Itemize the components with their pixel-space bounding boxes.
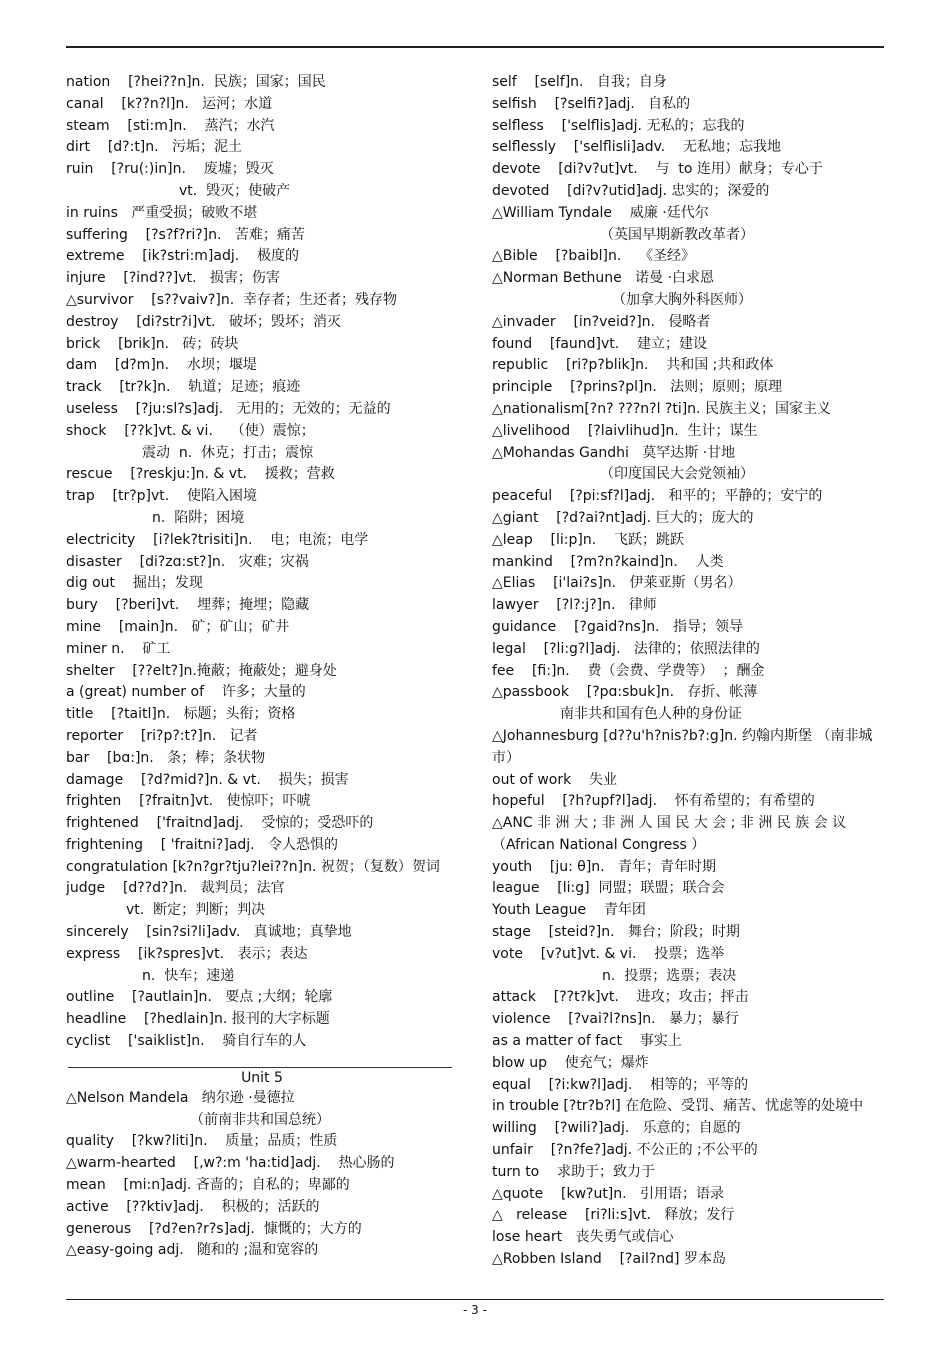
vocab-entry: △nationalism[?n? ???n?l ?ti]n. 民族主义；国家主义 xyxy=(492,400,831,417)
vocab-entry: △ release [ri?li:s]vt. 释放；发行 xyxy=(492,1207,735,1224)
vocab-entry: vote [v?ut]vt. & vi. 投票；选举 xyxy=(492,945,725,962)
vocab-entry: 南非共和国有色人种的身份证 xyxy=(560,706,742,723)
vocab-entry: brick [brik]n. 砖；砖块 xyxy=(66,335,239,352)
vocab-entry: △passbook [?pɑ:sbuk]n. 存折、帐薄 xyxy=(492,684,758,701)
vocab-entry: devoted [di?v?utid]adj. 忠实的；深爱的 xyxy=(492,182,770,199)
vocab-entry: Youth League 青年团 xyxy=(492,902,646,919)
vocab-entry: △leap [li:p]n. 飞跃；跳跃 xyxy=(492,531,684,548)
vocab-entry: congratulation [k?n?gr?tju?lei??n]n. 祝贺；（复数）贺词 xyxy=(66,858,440,875)
unit-heading: Unit 5 xyxy=(241,1069,283,1086)
vocab-entry: △Elias [i'lai?s]n. 伊莱亚斯（男名） xyxy=(492,575,742,592)
vocab-entry: useless [?ju:sl?s]adj. 无用的；无效的；无益的 xyxy=(66,400,391,417)
vocab-entry: electricity [i?lek?trisiti]n. 电；电流；电学 xyxy=(66,531,369,548)
vocab-entry: lose heart 丧失勇气或信心 xyxy=(492,1229,674,1246)
vocab-entry: selfish [?selfi?]adj. 自私的 xyxy=(492,95,691,112)
vocab-entry: destroy [di?str?i]vt. 破坏；毁坏；消灭 xyxy=(66,313,341,330)
vocab-entry: trap [tr?p]vt. 使陷入困境 xyxy=(66,488,258,505)
vocab-entry: legal [?li:g?l]adj. 法律的；依照法律的 xyxy=(492,640,760,657)
vocab-entry: rescue [?reskju:]n. & vt. 援救；营救 xyxy=(66,466,335,483)
vocab-entry: reporter [ri?p?:t?]n. 记者 xyxy=(66,727,258,744)
vocab-entry: （加拿大胸外科医师） xyxy=(612,291,752,308)
bottom-rule xyxy=(66,1299,884,1300)
vocab-entry: blow up 使充气；爆炸 xyxy=(492,1054,649,1071)
vocab-entry: track [tr?k]n. 轨道；足迹；痕迹 xyxy=(66,379,301,396)
vocab-entry: fee [fi:]n. 费（会费、学费等） ；酬金 xyxy=(492,662,765,679)
vocab-entry: △ANC 非 洲 大 ; 非 洲 人 国 民 大 会 ; 非 洲 民 族 会 议 （African National Congress ） xyxy=(492,815,847,853)
vocab-entry: league [li:g] 同盟；联盟；联合会 xyxy=(492,880,725,897)
vocab-entry: ruin [?ru(:)in]n. 废墟；毁灭 xyxy=(66,161,274,178)
vocab-entry: lawyer [?l?:j?]n. 律师 xyxy=(492,597,657,614)
vocab-entry: frightening [ 'fraitni?]adj. 令人恐惧的 xyxy=(66,836,338,853)
vocab-entry: judge [d??d?]n. 裁判员；法官 xyxy=(66,880,285,897)
vocab-entry: willing [?wili?]adj. 乐意的；自愿的 xyxy=(492,1120,741,1137)
vocab-entry: shelter [??elt?]n.掩蔽；掩蔽处；避身处 xyxy=(66,662,337,679)
vocab-entry: suffering [?s?f?ri?]n. 苦难；痛苦 xyxy=(66,226,305,243)
vocab-entry: as a matter of fact 事实上 xyxy=(492,1033,682,1050)
vocab-entry: turn to 求助于；致力于 xyxy=(492,1163,656,1180)
vocab-entry: quality [?kw?liti]n. 质量；品质；性质 xyxy=(66,1133,338,1150)
vocab-entry: in trouble [?tr?b?l] 在危险、受罚、痛苦、忧虑等的处境中 xyxy=(492,1098,864,1115)
vocab-entry: active [??ktiv]adj. 积极的；活跃的 xyxy=(66,1198,320,1215)
vocab-entry: △giant [?d?ai?nt]adj. 巨大的；庞大的 xyxy=(492,509,754,526)
vocab-entry: △William Tyndale 威廉 ·廷代尔 xyxy=(492,204,709,221)
vocab-entry: headline [?hedlain]n. 报刊的大字标题 xyxy=(66,1011,330,1028)
vocab-entry: △Mohandas Gandhi 莫罕达斯 ·甘地 xyxy=(492,444,736,461)
vocab-list-unit5 xyxy=(66,1088,458,1262)
vocab-entry: frightened ['fraitnd]adj. 受惊的；受恐吓的 xyxy=(66,815,374,832)
vocab-entry: mine [main]n. 矿；矿山；矿井 xyxy=(66,618,290,635)
vocab-entry: equal [?i:kw?l]adj. 相等的；平等的 xyxy=(492,1076,749,1093)
vocab-entry: （前南非共和国总统） xyxy=(190,1111,330,1128)
vocab-entry: cyclist ['saiklist]n. 骑自行车的人 xyxy=(66,1033,307,1050)
vocab-entry: △Bible [?baibl]n. 《圣经》 xyxy=(492,248,696,265)
vocab-entry: △livelihood [?laivlihud]n. 生计；谋生 xyxy=(492,422,758,439)
vocab-entry: dig out 掘出；发现 xyxy=(66,575,203,592)
vocab-entry: n. 投票；选票；表决 xyxy=(602,967,737,984)
vocab-entry: mankind [?m?n?kaind]n. 人类 xyxy=(492,553,724,570)
vocab-entry: dam [d?m]n. 水坝；堰堤 xyxy=(66,357,257,374)
vocab-entry: express [ik?spres]vt. 表示；表达 xyxy=(66,945,308,962)
vocab-entry: △Johannesburg [d??u'h?nis?b?:g]n. 约翰内斯堡 （南非城市） xyxy=(492,727,873,766)
vocab-entry: injure [?ind??]vt. 损害；伤害 xyxy=(66,270,280,287)
vocab-entry: damage [?d?mid?]n. & vt. 损失；损害 xyxy=(66,771,349,788)
vocab-entry: （印度国民大会党领袖） xyxy=(600,466,754,483)
vocab-entry: out of work 失业 xyxy=(492,771,618,788)
vocab-entry: title [?taitl]n. 标题；头衔；资格 xyxy=(66,706,296,723)
vocab-entry: violence [?vai?l?ns]n. 暴力；暴行 xyxy=(492,1011,739,1028)
page-number: - 3 - xyxy=(463,1303,487,1317)
vocab-entry: republic [ri?p?blik]n. 共和国 ;共和政体 xyxy=(492,357,774,374)
left-column xyxy=(66,72,458,1262)
vocab-entry: △Norman Bethune 诺曼 ·白求恩 xyxy=(492,270,715,287)
vocab-entry: in ruins 严重受损；破败不堪 xyxy=(66,204,258,221)
vocab-entry: selfless ['selflis]adj. 无私的；忘我的 xyxy=(492,117,745,134)
vocab-entry: △quote [kw?ut]n. 引用语；语录 xyxy=(492,1185,724,1202)
vocab-entry: extreme [ik?stri:m]adj. 极度的 xyxy=(66,248,299,265)
vocab-entry: unfair [?n?fe?]adj. 不公正的 ;不公平的 xyxy=(492,1142,758,1159)
vocab-entry: steam [sti:m]n. 蒸汽；水汽 xyxy=(66,117,275,134)
vocab-entry: （英国早期新教改革者） xyxy=(600,226,754,243)
vocab-entry: devote [di?v?ut]vt. 与 to 连用）献身；专心于 xyxy=(492,161,823,178)
vocab-entry: n. 快车；速递 xyxy=(142,967,235,984)
vocab-entry: youth [ju: θ]n. 青年；青年时期 xyxy=(492,858,716,875)
vocab-entry: △Nelson Mandela 纳尔逊 ·曼德拉 xyxy=(66,1089,295,1106)
vocab-entry: nation [?hei??n]n. 民族；国家；国民 xyxy=(66,74,326,90)
vocab-entry: vt. 毁灭；使破产 xyxy=(179,182,291,199)
vocab-list-left xyxy=(66,72,458,1053)
vocab-entry: frighten [?fraitn]vt. 使惊吓；吓唬 xyxy=(66,793,311,810)
right-column xyxy=(492,72,888,1271)
vocab-entry: principle [?prins?pl]n. 法则；原则；原理 xyxy=(492,379,783,396)
vocab-entry: outline [?autlain]n. 要点 ;大纲；轮廓 xyxy=(66,989,333,1006)
vocab-entry: △easy-going adj. 随和的 ;温和宽容的 xyxy=(66,1242,319,1259)
vocab-entry: shock [??k]vt. & vi. （使）震惊； xyxy=(66,422,315,439)
vocab-entry: selflessly ['selflisli]adv. 无私地；忘我地 xyxy=(492,139,782,156)
vocab-entry: △survivor [s??vaiv?]n. 幸存者；生还者；残存物 xyxy=(66,291,398,308)
vocab-entry: hopeful [?h?upf?l]adj. 怀有希望的；有希望的 xyxy=(492,793,815,810)
vocab-entry: n. 陷阱；困境 xyxy=(152,509,245,526)
vocab-entry: sincerely [sin?si?li]adv. 真诚地；真挚地 xyxy=(66,924,352,941)
vocab-entry: bury [?beri]vt. 埋葬；掩埋；隐藏 xyxy=(66,597,310,614)
top-rule xyxy=(66,46,884,48)
vocab-entry: peaceful [?pi:sf?l]adj. 和平的；平静的；安宁的 xyxy=(492,488,823,505)
vocab-entry: generous [?d?en?r?s]adj. 慷慨的；大方的 xyxy=(66,1220,362,1237)
vocab-entry: stage [steid?]n. 舞台；阶段；时期 xyxy=(492,924,740,941)
vocab-entry: miner n. 矿工 xyxy=(66,640,171,657)
vocab-entry: a (great) number of 许多；大量的 xyxy=(66,684,306,701)
vocab-entry: △invader [in?veid?]n. 侵略者 xyxy=(492,313,711,330)
vocab-entry: bar [bɑ:]n. 条；棒；条状物 xyxy=(66,749,266,766)
vocab-list-right xyxy=(492,72,888,1271)
vocab-entry: mean [mi:n]adj. 吝啬的；自私的；卑鄙的 xyxy=(66,1177,350,1194)
vocab-entry: guidance [?gaid?ns]n. 指导；领导 xyxy=(492,618,743,635)
vocab-entry: found [faund]vt. 建立；建设 xyxy=(492,335,708,352)
vocab-entry: 震动 n. 休克；打击；震惊 xyxy=(142,444,314,461)
vocab-entry: dirt [d?:t]n. 污垢；泥土 xyxy=(66,139,242,156)
vocab-entry: disaster [di?zɑ:st?]n. 灾难；灾祸 xyxy=(66,553,309,570)
vocab-entry: canal [k??n?l]n. 运河；水道 xyxy=(66,95,273,112)
vocab-entry: △Robben Island [?ail?nd] 罗本岛 xyxy=(492,1251,726,1268)
vocab-entry: attack [??t?k]vt. 进攻；攻击；抨击 xyxy=(492,989,749,1006)
vocab-entry: vt. 断定；判断；判决 xyxy=(126,902,266,919)
vocab-entry: self [self]n. 自我；自身 xyxy=(492,74,667,90)
vocab-entry: △warm-hearted [,w?:m 'ha:tid]adj. 热心肠的 xyxy=(66,1155,395,1172)
